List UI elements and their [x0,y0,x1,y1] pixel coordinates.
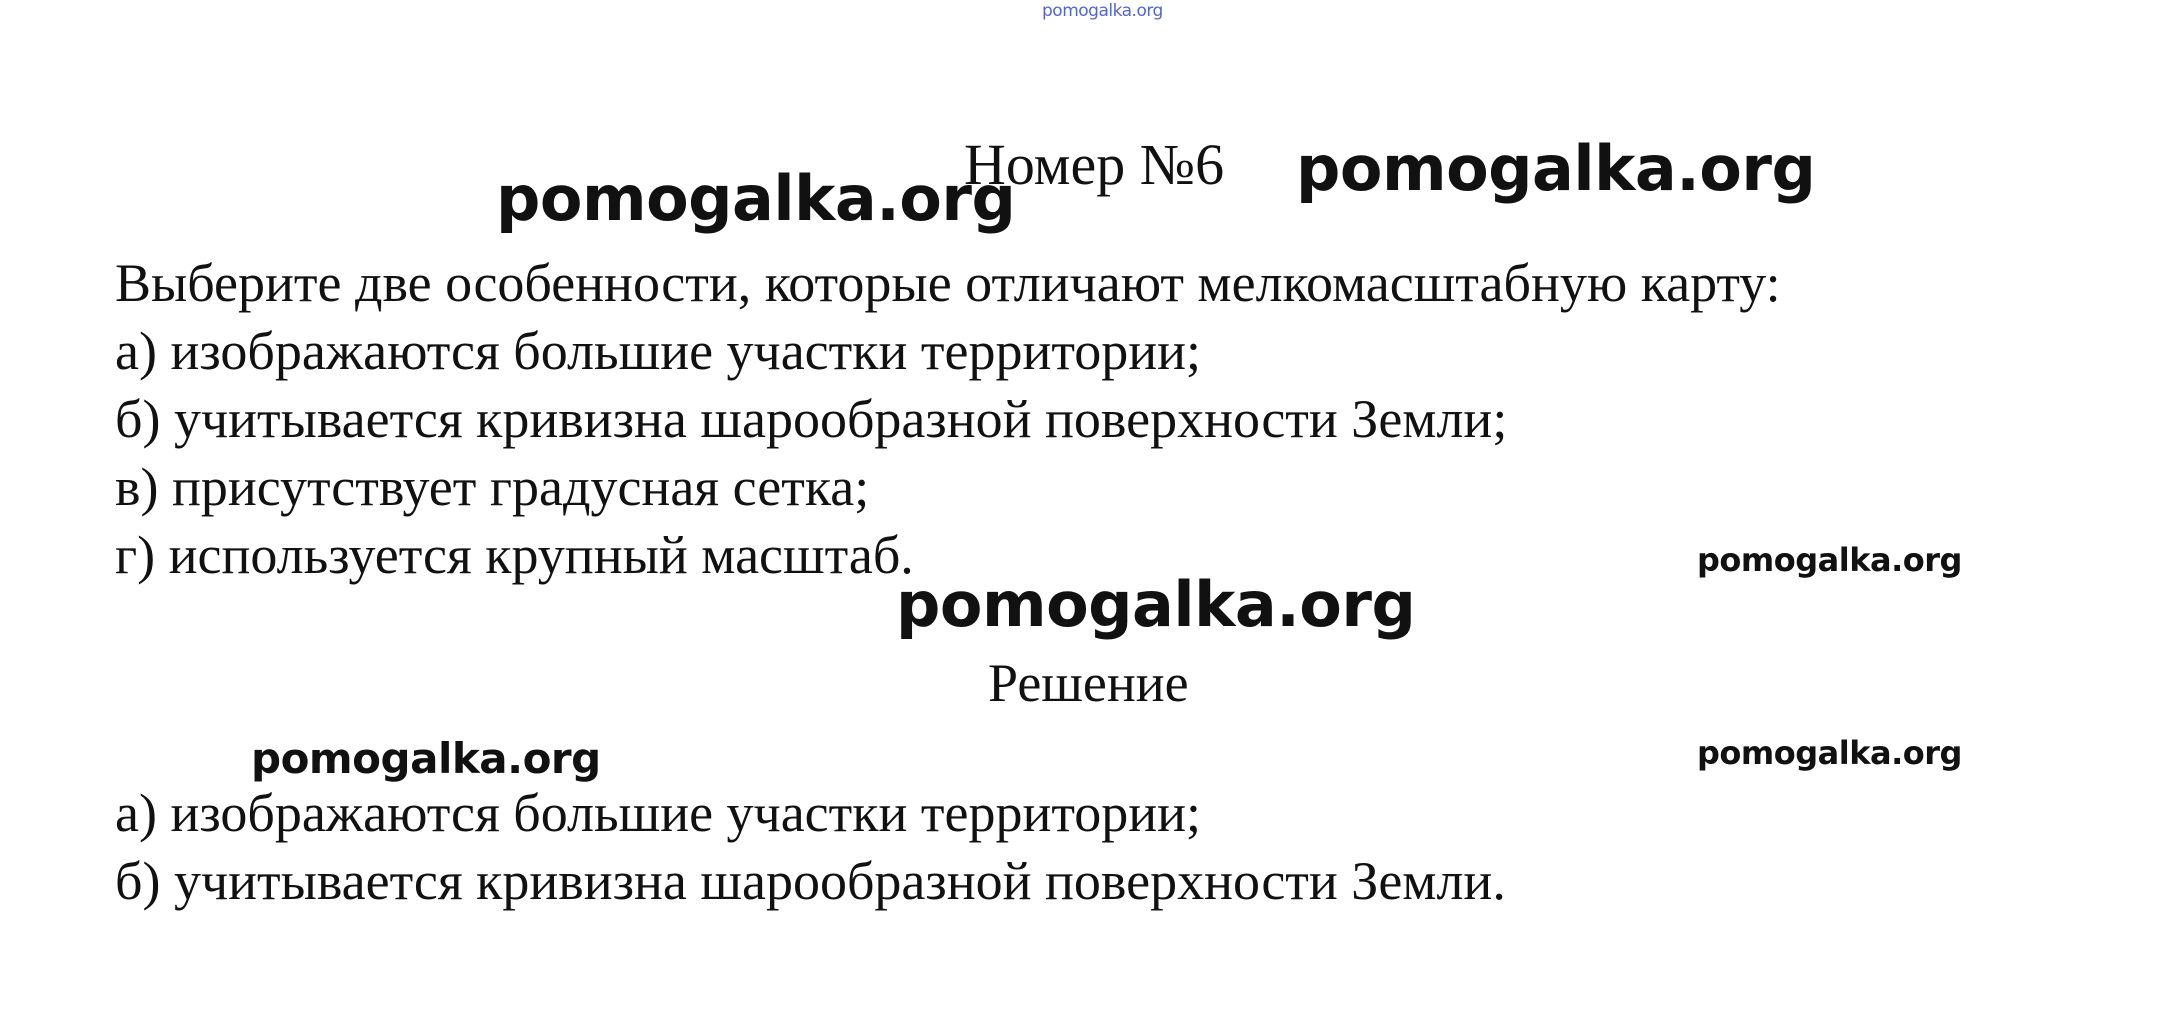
answer-b: б) учитывается кривизна шарообразной поверхности Земли. [115,851,1506,911]
problem-question: Выберите две особенности, которые отличают мелкомасштабную карту: [115,253,1781,313]
watermark-right-mid: pomogalka.org [1697,541,1962,579]
solution-title: Решение [988,653,1189,713]
problem-title: Номер №6 [964,132,1225,197]
watermark-right-low: pomogalka.org [1697,734,1962,772]
watermark-left-low: pomogalka.org [251,734,601,783]
watermark-header-left: pomogalka.org [496,162,1016,235]
option-v: в) присутствует градусная сетка; [115,457,870,517]
option-g: г) используется крупный масштаб. [115,525,914,585]
option-b: б) учитывается кривизна шарообразной поверхности Земли; [115,389,1508,449]
watermark-top: pomogalka.org [1042,1,1163,21]
watermark-header-right: pomogalka.org [1296,132,1816,205]
option-a: а) изображаются большие участки территории; [115,321,1202,381]
watermark-center-mid: pomogalka.org [896,568,1416,641]
answer-a: а) изображаются большие участки территории; [115,783,1202,843]
